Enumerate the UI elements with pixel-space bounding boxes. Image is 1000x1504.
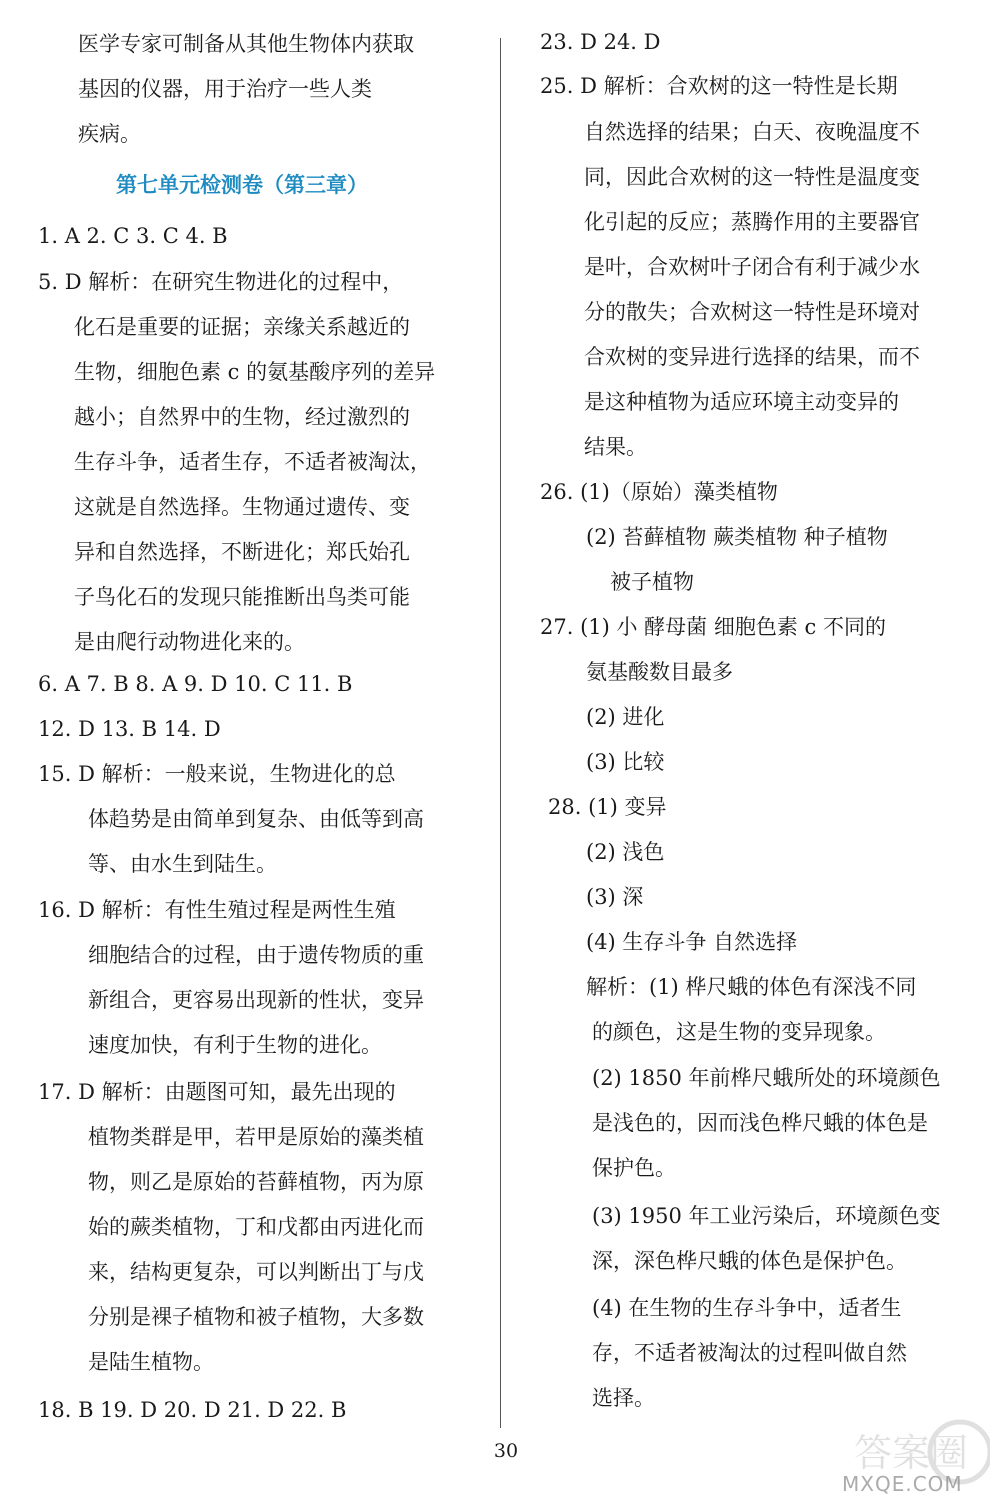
right-text-line: 27. (1) 小 酵母菌 细胞色素 c 不同的 <box>540 615 886 639</box>
watermark-logo-text: 答案圈 <box>854 1431 969 1475</box>
right-text-line: 保护色。 <box>592 1156 676 1180</box>
left-text-line: 始的蕨类植物，丁和戊都由丙进化而 <box>88 1215 424 1239</box>
right-text-line: 自然选择的结果；白天、夜晚温度不 <box>584 120 920 144</box>
left-text-line: 基因的仪器，用于治疗一些人类 <box>78 77 372 101</box>
left-text-line: 体趋势是由简单到复杂、由低等到高 <box>88 807 424 831</box>
left-text-line: 植物类群是甲，若甲是原始的藻类植 <box>88 1125 424 1149</box>
left-text-line: 速度加快，有利于生物的进化。 <box>88 1033 382 1057</box>
right-text-line: 结果。 <box>584 435 647 459</box>
right-text-line: 26. (1)（原始）藻类植物 <box>540 480 778 504</box>
left-text-line: 是陆生植物。 <box>88 1350 214 1374</box>
right-text-line: 选择。 <box>592 1386 655 1410</box>
left-text-line: 等、由水生到陆生。 <box>88 852 277 876</box>
left-text-line: 是由爬行动物进化来的。 <box>74 630 305 654</box>
right-text-line: 解析：(1) 桦尺蛾的体色有深浅不同 <box>586 975 917 999</box>
left-text-line: 分别是裸子植物和被子植物，大多数 <box>88 1305 424 1329</box>
left-text-line: 子鸟化石的发现只能推断出鸟类可能 <box>74 585 410 609</box>
right-text-line: 28. (1) 变异 <box>548 795 667 819</box>
right-text-line: 化引起的反应；蒸腾作用的主要器官 <box>584 210 920 234</box>
right-text-line: 存，不适者被淘汰的过程叫做自然 <box>592 1341 907 1365</box>
right-text-line: (2) 浅色 <box>586 840 665 864</box>
left-text-line: 12. D 13. B 14. D <box>38 717 221 741</box>
left-text-line: 异和自然选择，不断进化；郑氏始孔 <box>74 540 410 564</box>
left-text-line: 医学专家可制备从其他生物体内获取 <box>78 32 414 56</box>
left-text-line: 新组合，更容易出现新的性状，变异 <box>88 988 424 1012</box>
right-text-line: 同，因此合欢树的这一特性是温度变 <box>584 165 920 189</box>
right-text-line: 深，深色桦尺蛾的体色是保护色。 <box>592 1249 907 1273</box>
right-text-line: 是浅色的，因而浅色桦尺蛾的体色是 <box>592 1111 928 1135</box>
right-text-line: (2) 进化 <box>586 705 665 729</box>
left-text-line: 疾病。 <box>78 122 141 146</box>
right-text-line: 是叶，合欢树叶子闭合有利于减少水 <box>584 255 920 279</box>
watermark-site: MXQE.COM <box>842 1472 963 1496</box>
page-number: 30 <box>493 1440 519 1462</box>
left-text-line: 16. D 解析：有性生殖过程是两性生殖 <box>38 898 396 922</box>
left-text-line: 18. B 19. D 20. D 21. D 22. B <box>38 1398 347 1422</box>
right-text-line: (3) 比较 <box>586 750 665 774</box>
left-text-line: 生物，细胞色素 c 的氨基酸序列的差异 <box>74 360 436 384</box>
left-text-line: 6. A 7. B 8. A 9. D 10. C 11. B <box>38 672 353 696</box>
column-divider <box>500 38 501 1428</box>
right-text-line: 被子植物 <box>610 570 694 594</box>
right-text-line: 25. D 解析：合欢树的这一特性是长期 <box>540 74 898 98</box>
left-text-line: 17. D 解析：由题图可知，最先出现的 <box>38 1080 396 1104</box>
left-text-line: 细胞结合的过程，由于遗传物质的重 <box>88 943 424 967</box>
right-text-line: 是这种植物为适应环境主动变异的 <box>584 390 899 414</box>
left-text-line: 这就是自然选择。生物通过遗传、变 <box>74 495 410 519</box>
right-text-line: 23. D 24. D <box>540 30 661 54</box>
left-text-line: 5. D 解析：在研究生物进化的过程中， <box>38 270 404 294</box>
right-text-line: 分的散失；合欢树这一特性是环境对 <box>584 300 920 324</box>
right-text-line: 氨基酸数目最多 <box>586 660 733 684</box>
right-text-line: (3) 1950 年工业污染后，环境颜色变 <box>592 1204 941 1228</box>
right-text-line: (2) 1850 年前桦尺蛾所处的环境颜色 <box>592 1066 941 1090</box>
section-heading: 第七单元检测卷（第三章） <box>116 173 368 197</box>
right-text-line: 合欢树的变异进行选择的结果，而不 <box>584 345 920 369</box>
left-text-line: 生存斗争，适者生存，不适者被淘汰， <box>74 450 431 474</box>
right-text-line: 的颜色，这是生物的变异现象。 <box>592 1020 886 1044</box>
right-text-line: (4) 在生物的生存斗争中，适者生 <box>592 1296 902 1320</box>
left-text-line: 化石是重要的证据；亲缘关系越近的 <box>74 315 410 339</box>
left-text-line: 来，结构更复杂，可以判断出丁与戊 <box>88 1260 424 1284</box>
right-text-line: (3) 深 <box>586 885 644 909</box>
left-text-line: 1. A 2. C 3. C 4. B <box>38 224 228 248</box>
left-text-line: 物，则乙是原始的苔藓植物，丙为原 <box>88 1170 424 1194</box>
right-text-line: (4) 生存斗争 自然选择 <box>586 930 798 954</box>
left-text-line: 15. D 解析：一般来说，生物进化的总 <box>38 762 396 786</box>
right-text-line: (2) 苔藓植物 蕨类植物 种子植物 <box>586 525 888 549</box>
left-text-line: 越小；自然界中的生物，经过激烈的 <box>74 405 410 429</box>
